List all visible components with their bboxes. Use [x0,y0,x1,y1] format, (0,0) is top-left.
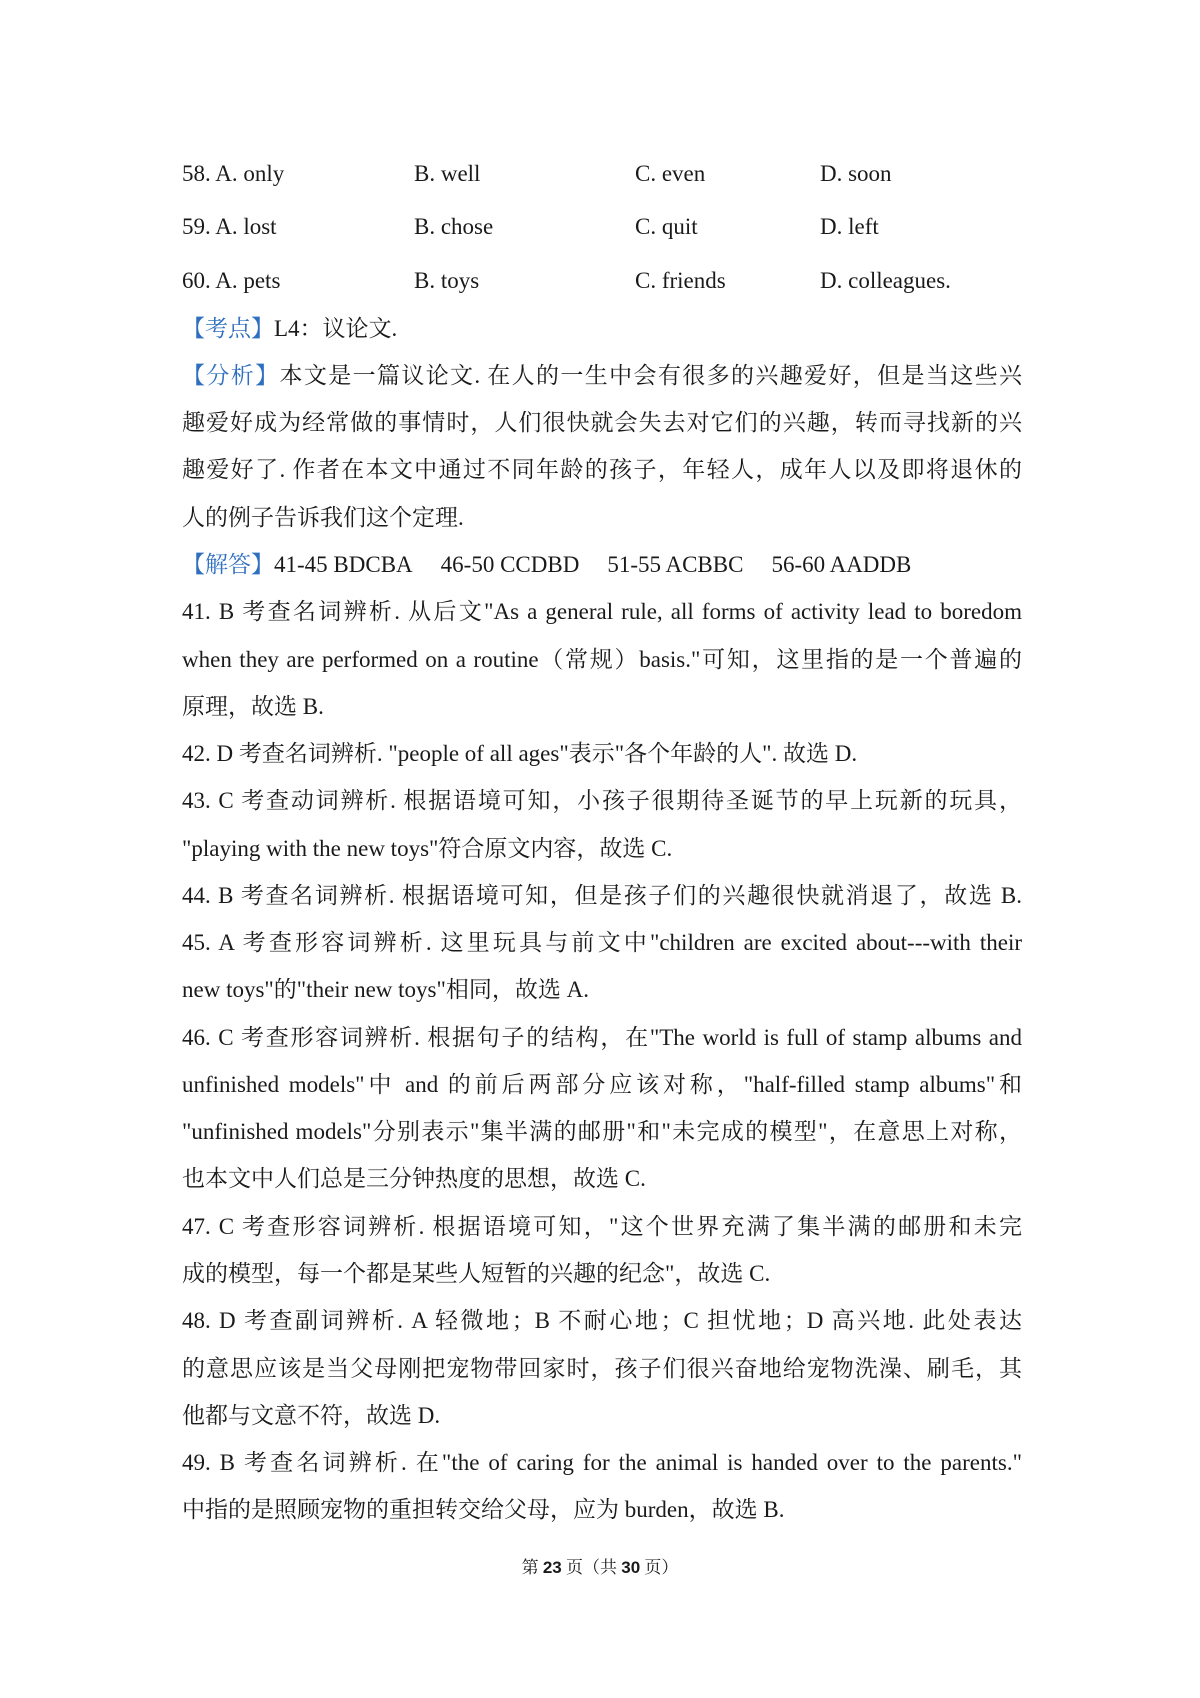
option-row-58 [182,154,1082,194]
explanation-line: 成的模型，每一个都是某些人短暂的兴趣的纪念"，故选 C. [182,1261,771,1286]
option-a: 60. A. pets [182,268,281,293]
option-d: D. colleagues. [820,268,951,293]
kaodian-line [182,305,1022,352]
footer-middle: 页（共 [566,1558,617,1577]
fenxi-tag: 【分析】 [182,363,280,388]
fenxi-line [182,352,1022,399]
explanation-line: 46. C 考查形容词辨析. 根据句子的结构，在"The world is full of stamp albums and [182,1025,1022,1050]
option-c: C. quit [635,214,698,239]
option-d: D. soon [820,161,892,186]
explanation-line: 43. C 考查动词辨析. 根据语境可知，小孩子很期待圣诞节的早上玩新的玩具， [182,788,1022,813]
explanation-line: 41. B 考查名词辨析. 从后文"As a general rule, all forms of activity lead to boredom [182,599,1022,624]
fenxi-text: 本文是一篇议论文. 在人的一生中会有很多的兴趣爱好，但是当这些兴 [279,363,1022,388]
page-number: 23 [542,1558,562,1577]
option-a: 58. A. only [182,161,285,186]
page-footer [0,1556,1200,1580]
explanation-line: 47. C 考查形容词辨析. 根据语境可知，"这个世界充满了集半满的邮册和未完 [182,1214,1022,1239]
explanation-line: 原理，故选 B. [182,694,324,719]
option-d: D. left [820,214,879,239]
option-b: B. toys [414,268,480,293]
fenxi-line: 人的例子告诉我们这个定理. [182,505,464,530]
explanation-line: 45. A 考查形容词辨析. 这里玩具与前文中"children are excited about---with their [182,930,1022,955]
option-b: B. chose [414,214,494,239]
answer-group: 41-45 BDCBA [274,552,413,577]
explanation-line: unfinished models"中 and 的前后两部分应该对称，"half-filled stamp albums"和 [182,1072,1022,1097]
total-pages: 30 [621,1558,641,1577]
option-c: C. even [635,161,706,186]
explanation-line: 的意思应该是当父母刚把宠物带回家时，孩子们很兴奋地给宠物洗澡、刷毛，其 [182,1356,1022,1381]
footer-prefix: 第 [521,1558,539,1577]
explanation-line: 他都与文意不符，故选 D. [182,1403,441,1428]
option-b: B. well [414,161,481,186]
explanation-line: 49. B 考查名词辨析. 在"the of caring for the animal is handed over to the parents." [182,1450,1022,1475]
explanation-line: 中指的是照顾宠物的重担转交给父母，应为 burden，故选 B. [182,1497,785,1522]
jieda-tag: 【解答】 [182,552,274,577]
fenxi-line: 趣爱好了. 作者在本文中通过不同年龄的孩子，年轻人，成年人以及即将退休的 [182,457,1022,482]
footer-suffix: 页） [644,1558,679,1577]
kaodian-text: L4：议论文. [274,316,398,341]
explanation-line: 也本文中人们总是三分钟热度的思想，故选 C. [182,1166,646,1191]
explanation-line: "playing with the new toys"符合原文内容，故选 C. [182,836,673,861]
jieda-line [182,541,1022,588]
explanation-line: 42. D 考查名词辨析. "people of all ages"表示"各个年龄的人". 故选 D. [182,741,858,766]
fenxi-line: 趣爱好成为经常做的事情时，人们很快就会失去对它们的兴趣，转而寻找新的兴 [182,410,1022,435]
option-row-59 [182,207,1082,247]
explanation-line: new toys"的"their new toys"相同，故选 A. [182,977,589,1002]
answer-group: 46-50 CCDBD [440,552,580,577]
option-a: 59. A. lost [182,214,277,239]
explanation-line: 48. D 考查副词辨析. A 轻微地；B 不耐心地；C 担忧地；D 高兴地. 此处表达 [182,1308,1022,1333]
explanation-line: "unfinished models"分别表示"集半满的邮册"和"未完成的模型"，在意思上对称， [182,1119,1022,1144]
option-c: C. friends [635,268,726,293]
kaodian-tag: 【考点】 [182,316,274,341]
answer-group: 56-60 AADDB [771,552,912,577]
explanation-line: 44. B 考查名词辨析. 根据语境可知，但是孩子们的兴趣很快就消退了，故选 B. [182,883,1022,908]
option-row-60 [182,261,1082,301]
answer-group: 51-55 ACBBC [607,552,744,577]
explanation-line: when they are performed on a routine（常规）basis."可知，这里指的是一个普遍的 [182,647,1022,672]
